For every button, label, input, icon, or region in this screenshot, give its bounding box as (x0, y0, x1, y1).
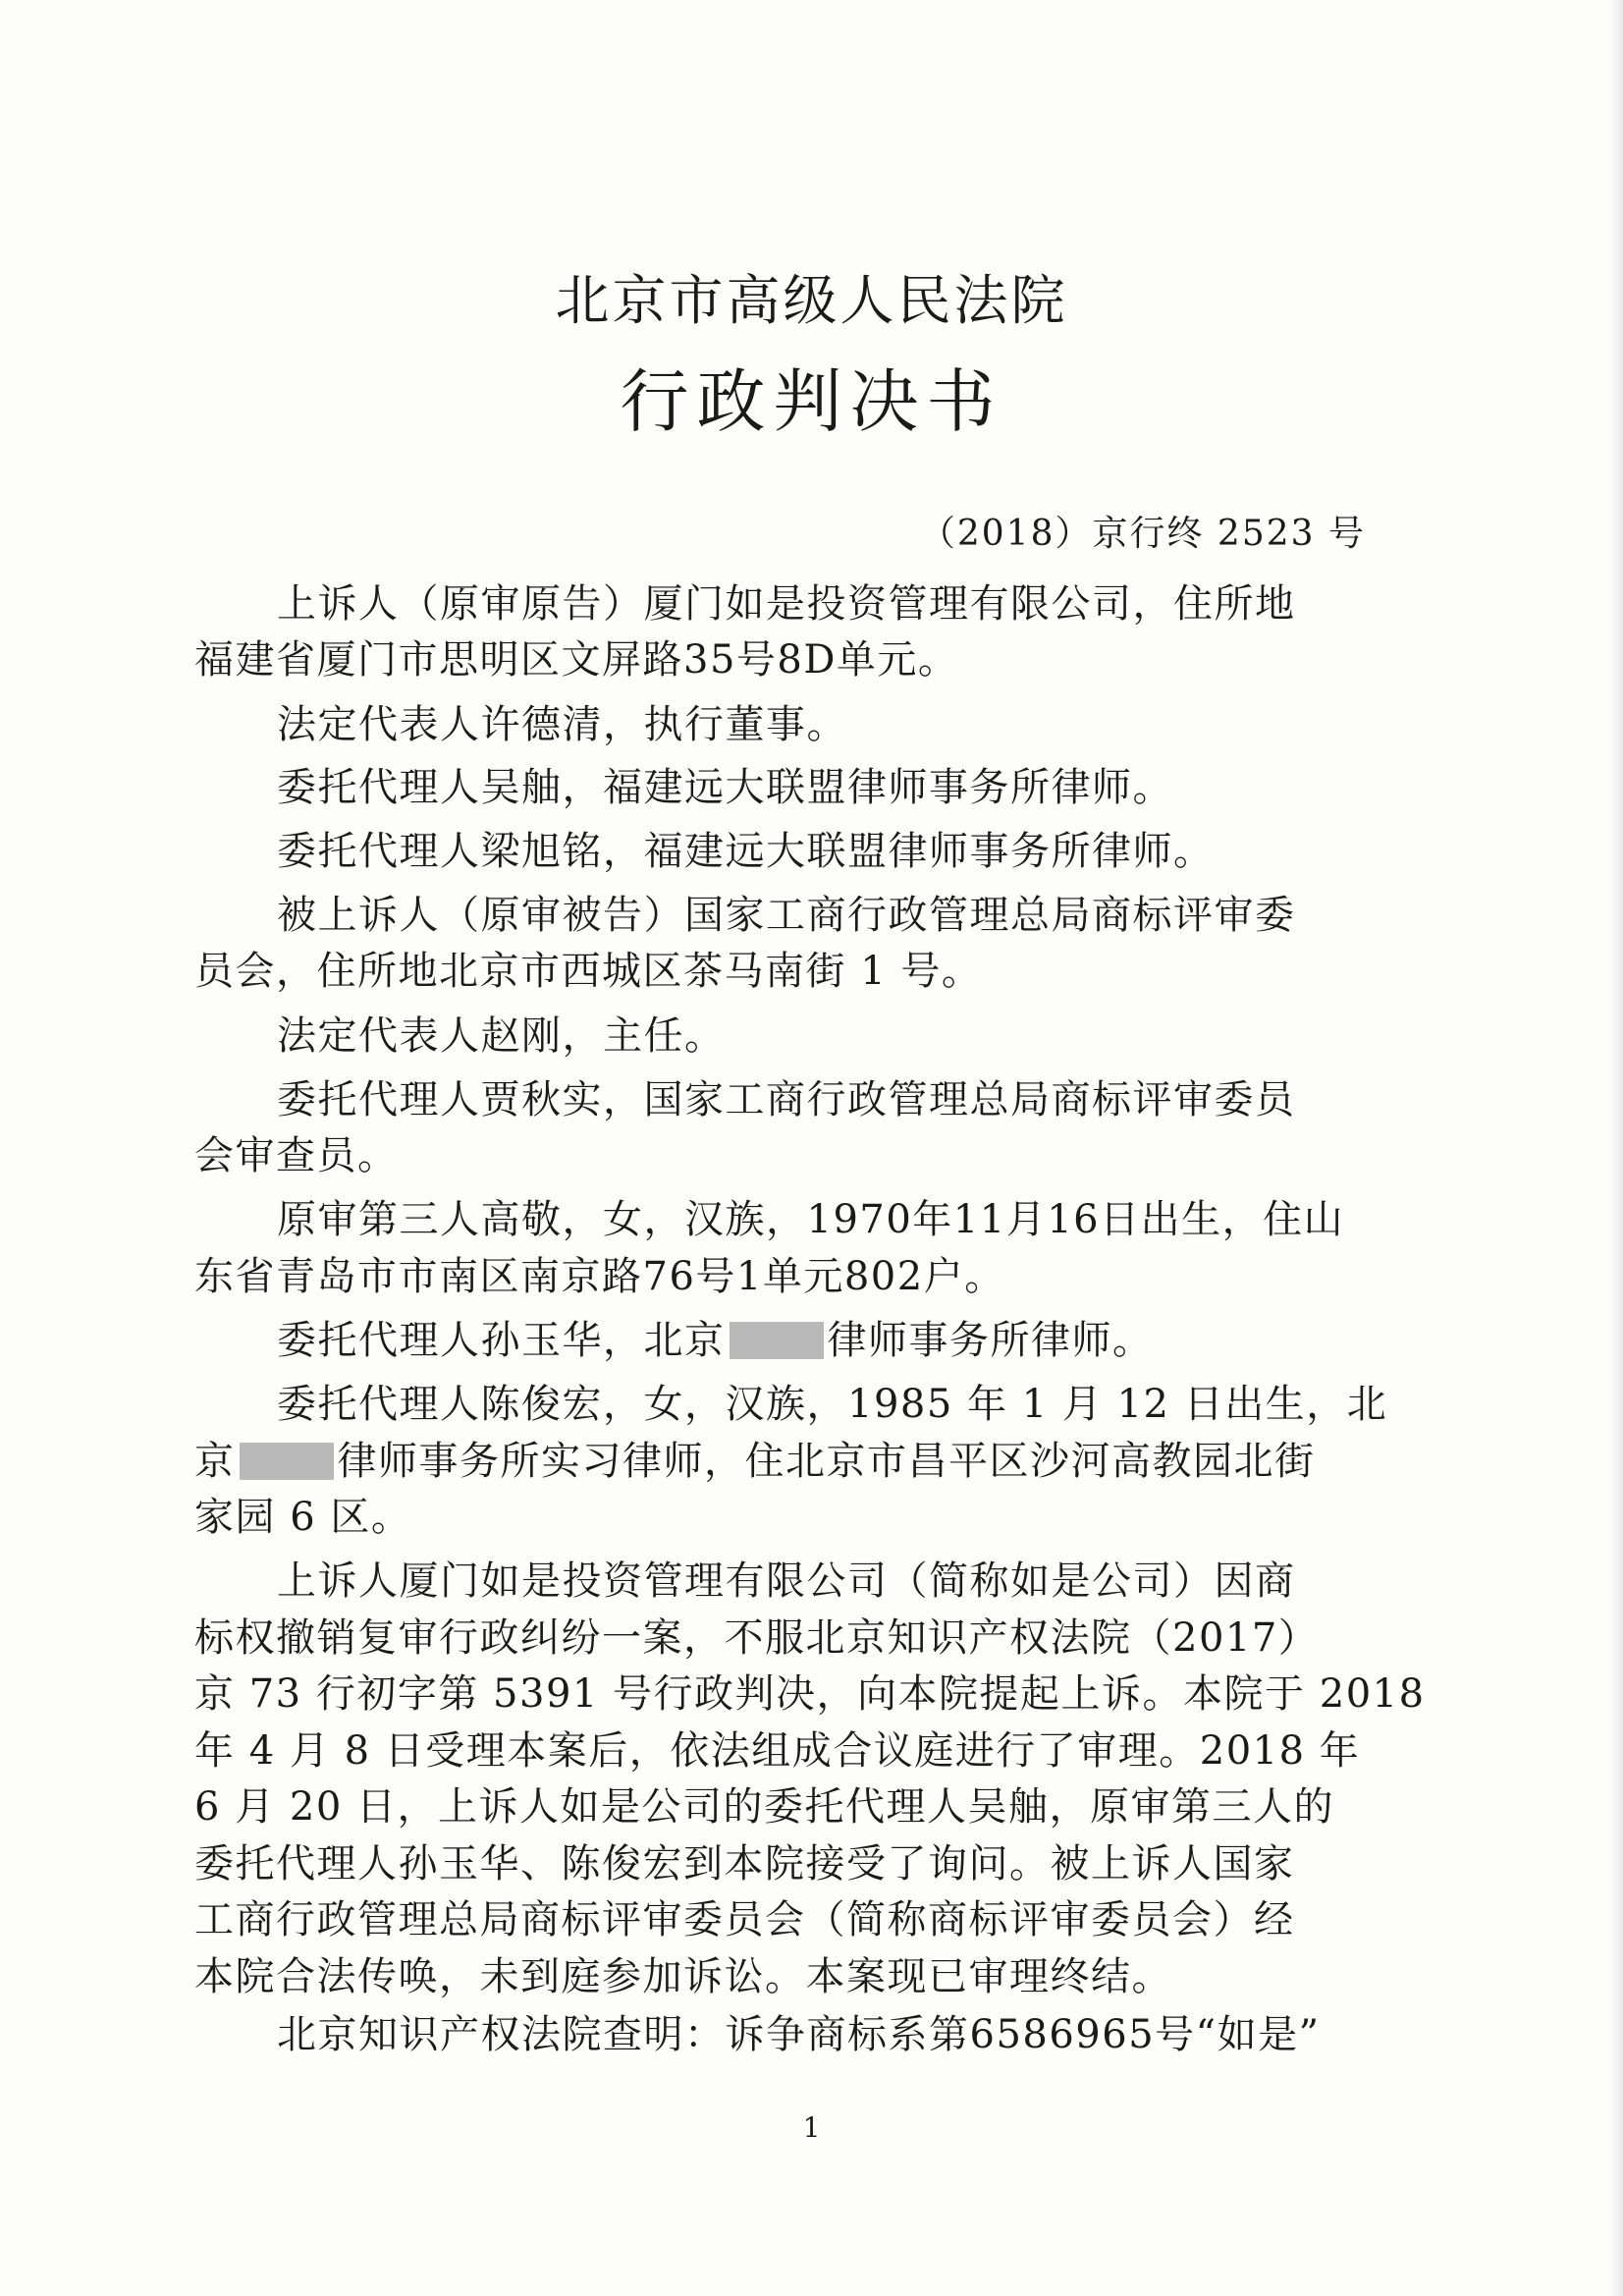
paragraph-line: 法定代表人赵刚，主任。 (277, 1013, 726, 1059)
case-number: （2018）京行终 2523 号 (919, 514, 1366, 554)
page-number: 1 (802, 2111, 821, 2144)
line-text: 律师事务所实习律师，住北京市昌平区沙河高教园北街 (337, 1439, 1316, 1484)
scan-edge-shadow (1609, 0, 1623, 2296)
paragraph-line: 工商行政管理总局商标评审委员会（简称商标评审委员会）经 (194, 1897, 1295, 1942)
paragraph-line: 标权撤销复审行政纠纷一案，不服北京知识产权法院（2017） (194, 1615, 1320, 1661)
paragraph-line: 委托代理人陈俊宏，女，汉族，1985 年 1 月 12 日出生，北 (277, 1382, 1388, 1427)
paragraph-line-with-redaction (194, 1430, 1316, 1486)
paragraph-line: 本院合法传唤，未到庭参加诉讼。本案现已审理终结。 (194, 1954, 1172, 1999)
paragraph-line: 福建省厦门市思明区文屏路35号8D单元。 (194, 637, 959, 683)
paragraph-line: 上诉人（原审原告）厦门如是投资管理有限公司，住所地 (277, 581, 1296, 627)
court-name: 北京市高级人民法院 (555, 269, 1068, 332)
paragraph-line: 上诉人厦门如是投资管理有限公司（简称如是公司）因商 (277, 1558, 1296, 1604)
paragraph-line: 原审第三人高敬，女，汉族，1970年11月16日出生，住山 (277, 1197, 1345, 1242)
line-text: 委托代理人孙玉华，北京 (277, 1318, 726, 1363)
paragraph-line: 会审查员。 (194, 1133, 399, 1178)
paragraph-line-with-redaction (277, 1309, 1154, 1365)
paragraph-line: 京 73 行初字第 5391 号行政判决，向本院提起上诉。本院于 2018 (194, 1671, 1426, 1717)
paragraph-line: 委托代理人孙玉华、陈俊宏到本院接受了询问。被上诉人国家 (194, 1841, 1295, 1886)
document-title: 行政判决书 (620, 361, 1003, 442)
paragraph-line: 北京知识产权法院查明：诉争商标系第6586965号“如是” (277, 2012, 1321, 2057)
paragraph-line: 法定代表人许德清，执行董事。 (277, 702, 847, 747)
paragraph-line: 年 4 月 8 日受理本案后，依法组成合议庭进行了审理。2018 年 (194, 1728, 1361, 1774)
paragraph-line: 被上诉人（原审被告）国家工商行政管理总局商标评审委 (277, 893, 1296, 938)
paragraph-line: 家园 6 区。 (194, 1495, 412, 1540)
redaction-box (240, 1443, 334, 1480)
line-text: 京 (194, 1439, 236, 1484)
paragraph-line: 员会，住所地北京市西城区茶马南街 1 号。 (194, 949, 983, 994)
paragraph-line: 东省青岛市市南区南京路76号1单元802户。 (194, 1254, 1005, 1299)
paragraph-line: 6 月 20 日，上诉人如是公司的委托代理人吴舳，原审第三人的 (194, 1784, 1334, 1830)
paragraph-line: 委托代理人贾秋实，国家工商行政管理总局商标评审委员 (277, 1077, 1296, 1122)
paragraph-line: 委托代理人吴舳，福建远大联盟律师事务所律师。 (277, 765, 1173, 810)
paragraph-line: 委托代理人梁旭铭，福建远大联盟律师事务所律师。 (277, 829, 1215, 874)
redaction-box (730, 1322, 824, 1359)
line-text: 律师事务所律师。 (827, 1318, 1154, 1363)
